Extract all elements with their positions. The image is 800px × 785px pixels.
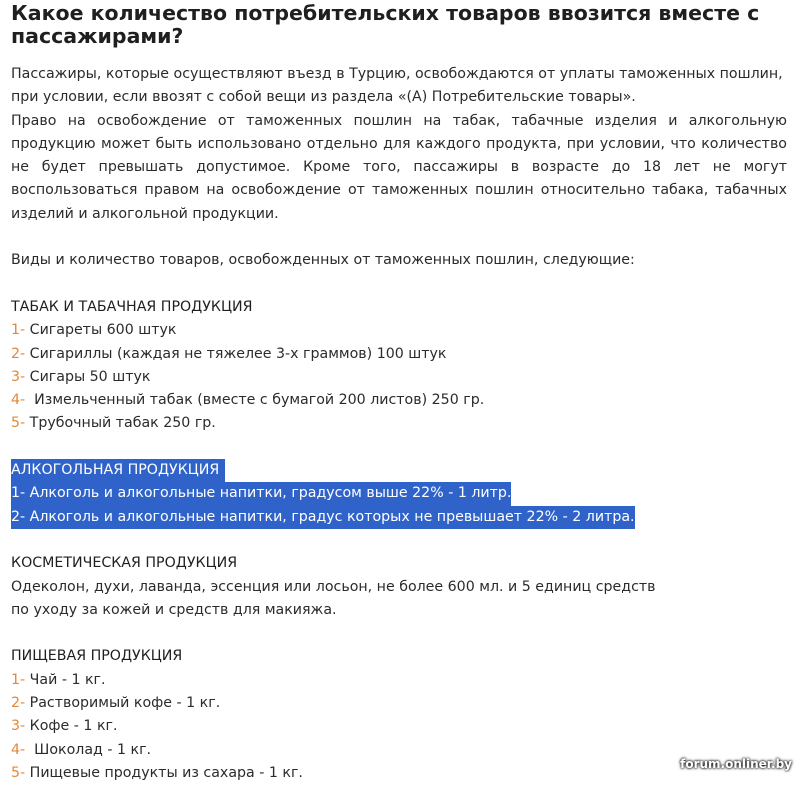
alcohol-heading: АЛКОГОЛЬНАЯ ПРОДУКЦИЯ xyxy=(11,459,225,482)
item-number: 3- xyxy=(11,368,26,385)
list-item xyxy=(11,343,787,366)
alcohol-section-selected[interactable] xyxy=(11,459,787,529)
types-intro: Виды и количество товаров, освобожденных от таможенных пошлин, следующие: xyxy=(11,252,635,269)
item-number: 4- xyxy=(11,392,26,409)
item-text: Измельченный табак (вместе с бумагой 200 листов) 250 гр. xyxy=(25,392,485,409)
item-number: 1- xyxy=(11,322,26,339)
list-item xyxy=(11,715,787,738)
list-item xyxy=(11,739,787,762)
item-number: 5- xyxy=(11,415,26,432)
item-number: 2- xyxy=(11,695,26,712)
item-number: 4- xyxy=(11,741,26,758)
cosmetics-line-1: Одеколон, духи, лаванда, эссенция или лосьон, не более 600 мл. и 5 единиц средств xyxy=(11,578,656,595)
item-number: 2- xyxy=(11,345,26,362)
food-heading: ПИЩЕВАЯ ПРОДУКЦИЯ xyxy=(11,648,183,665)
item-text: Шоколад - 1 кг. xyxy=(25,741,152,758)
list-item xyxy=(11,366,787,389)
list-item xyxy=(11,389,787,412)
item-text: Сигареты 600 штук xyxy=(25,322,177,339)
item-number: 3- xyxy=(11,718,26,735)
item-text: Сигариллы (каждая не тяжелее 3-х граммов) 100 штук xyxy=(25,345,447,362)
item-text: Пищевые продукты из сахара - 1 кг. xyxy=(25,764,303,781)
item-text: Чай - 1 кг. xyxy=(25,671,106,688)
food-list xyxy=(11,669,787,785)
list-item xyxy=(11,319,787,342)
item-text: Трубочный табак 250 гр. xyxy=(25,415,216,432)
page-title: Какое количество потребительских товаров ввозится вместе с пассажирами? xyxy=(11,1,760,48)
item-number: 1- xyxy=(11,671,26,688)
cosmetics-line-2: по уходу за кожей и средств для макияжа. xyxy=(11,601,337,618)
item-text: Растворимый кофе - 1 кг. xyxy=(25,695,221,712)
alcohol-item-1: 1- Алкоголь и алкогольные напитки, градусом выше 22% - 1 литр. xyxy=(11,482,511,505)
cosmetics-heading: КОСМЕТИЧЕСКАЯ ПРОДУКЦИЯ xyxy=(11,555,238,572)
tobacco-list xyxy=(11,319,787,435)
item-number: 5- xyxy=(11,764,26,781)
list-item xyxy=(11,692,787,715)
article xyxy=(11,0,787,785)
tobacco-heading: ТАБАК И ТАБАЧНАЯ ПРОДУКЦИЯ xyxy=(11,298,253,315)
item-text: Сигары 50 штук xyxy=(25,368,151,385)
watermark: forum.onliner.by xyxy=(680,757,792,771)
list-item xyxy=(11,412,787,435)
item-text: Кофе - 1 кг. xyxy=(25,718,118,735)
intro-paragraph-1: Пассажиры, которые осуществляют въезд в Турцию, освобождаются от уплаты таможенных пошлин, при условии, если ввозят с собой вещи из раздела «(А) Потребительские товары». xyxy=(11,66,783,106)
intro-paragraph-2: Право на освобождение от таможенных пошлин на табак, табачные изделия и алкогольную продукцию может быть использовано отдельно для каждого продукта, при условии, что количество не будет превышать допустимое. Кроме того, пассажиры в возрасте до 18 лет не могут воспользоваться правом на освобождение от таможенных пошлин относительно табака, табачных изделий и алкогольной продукции. xyxy=(11,112,787,222)
alcohol-item-2: 2- Алкоголь и алкогольные напитки, градус которых не превышает 22% - 2 литра. xyxy=(11,506,635,529)
list-item xyxy=(11,669,787,692)
list-item xyxy=(11,762,787,785)
